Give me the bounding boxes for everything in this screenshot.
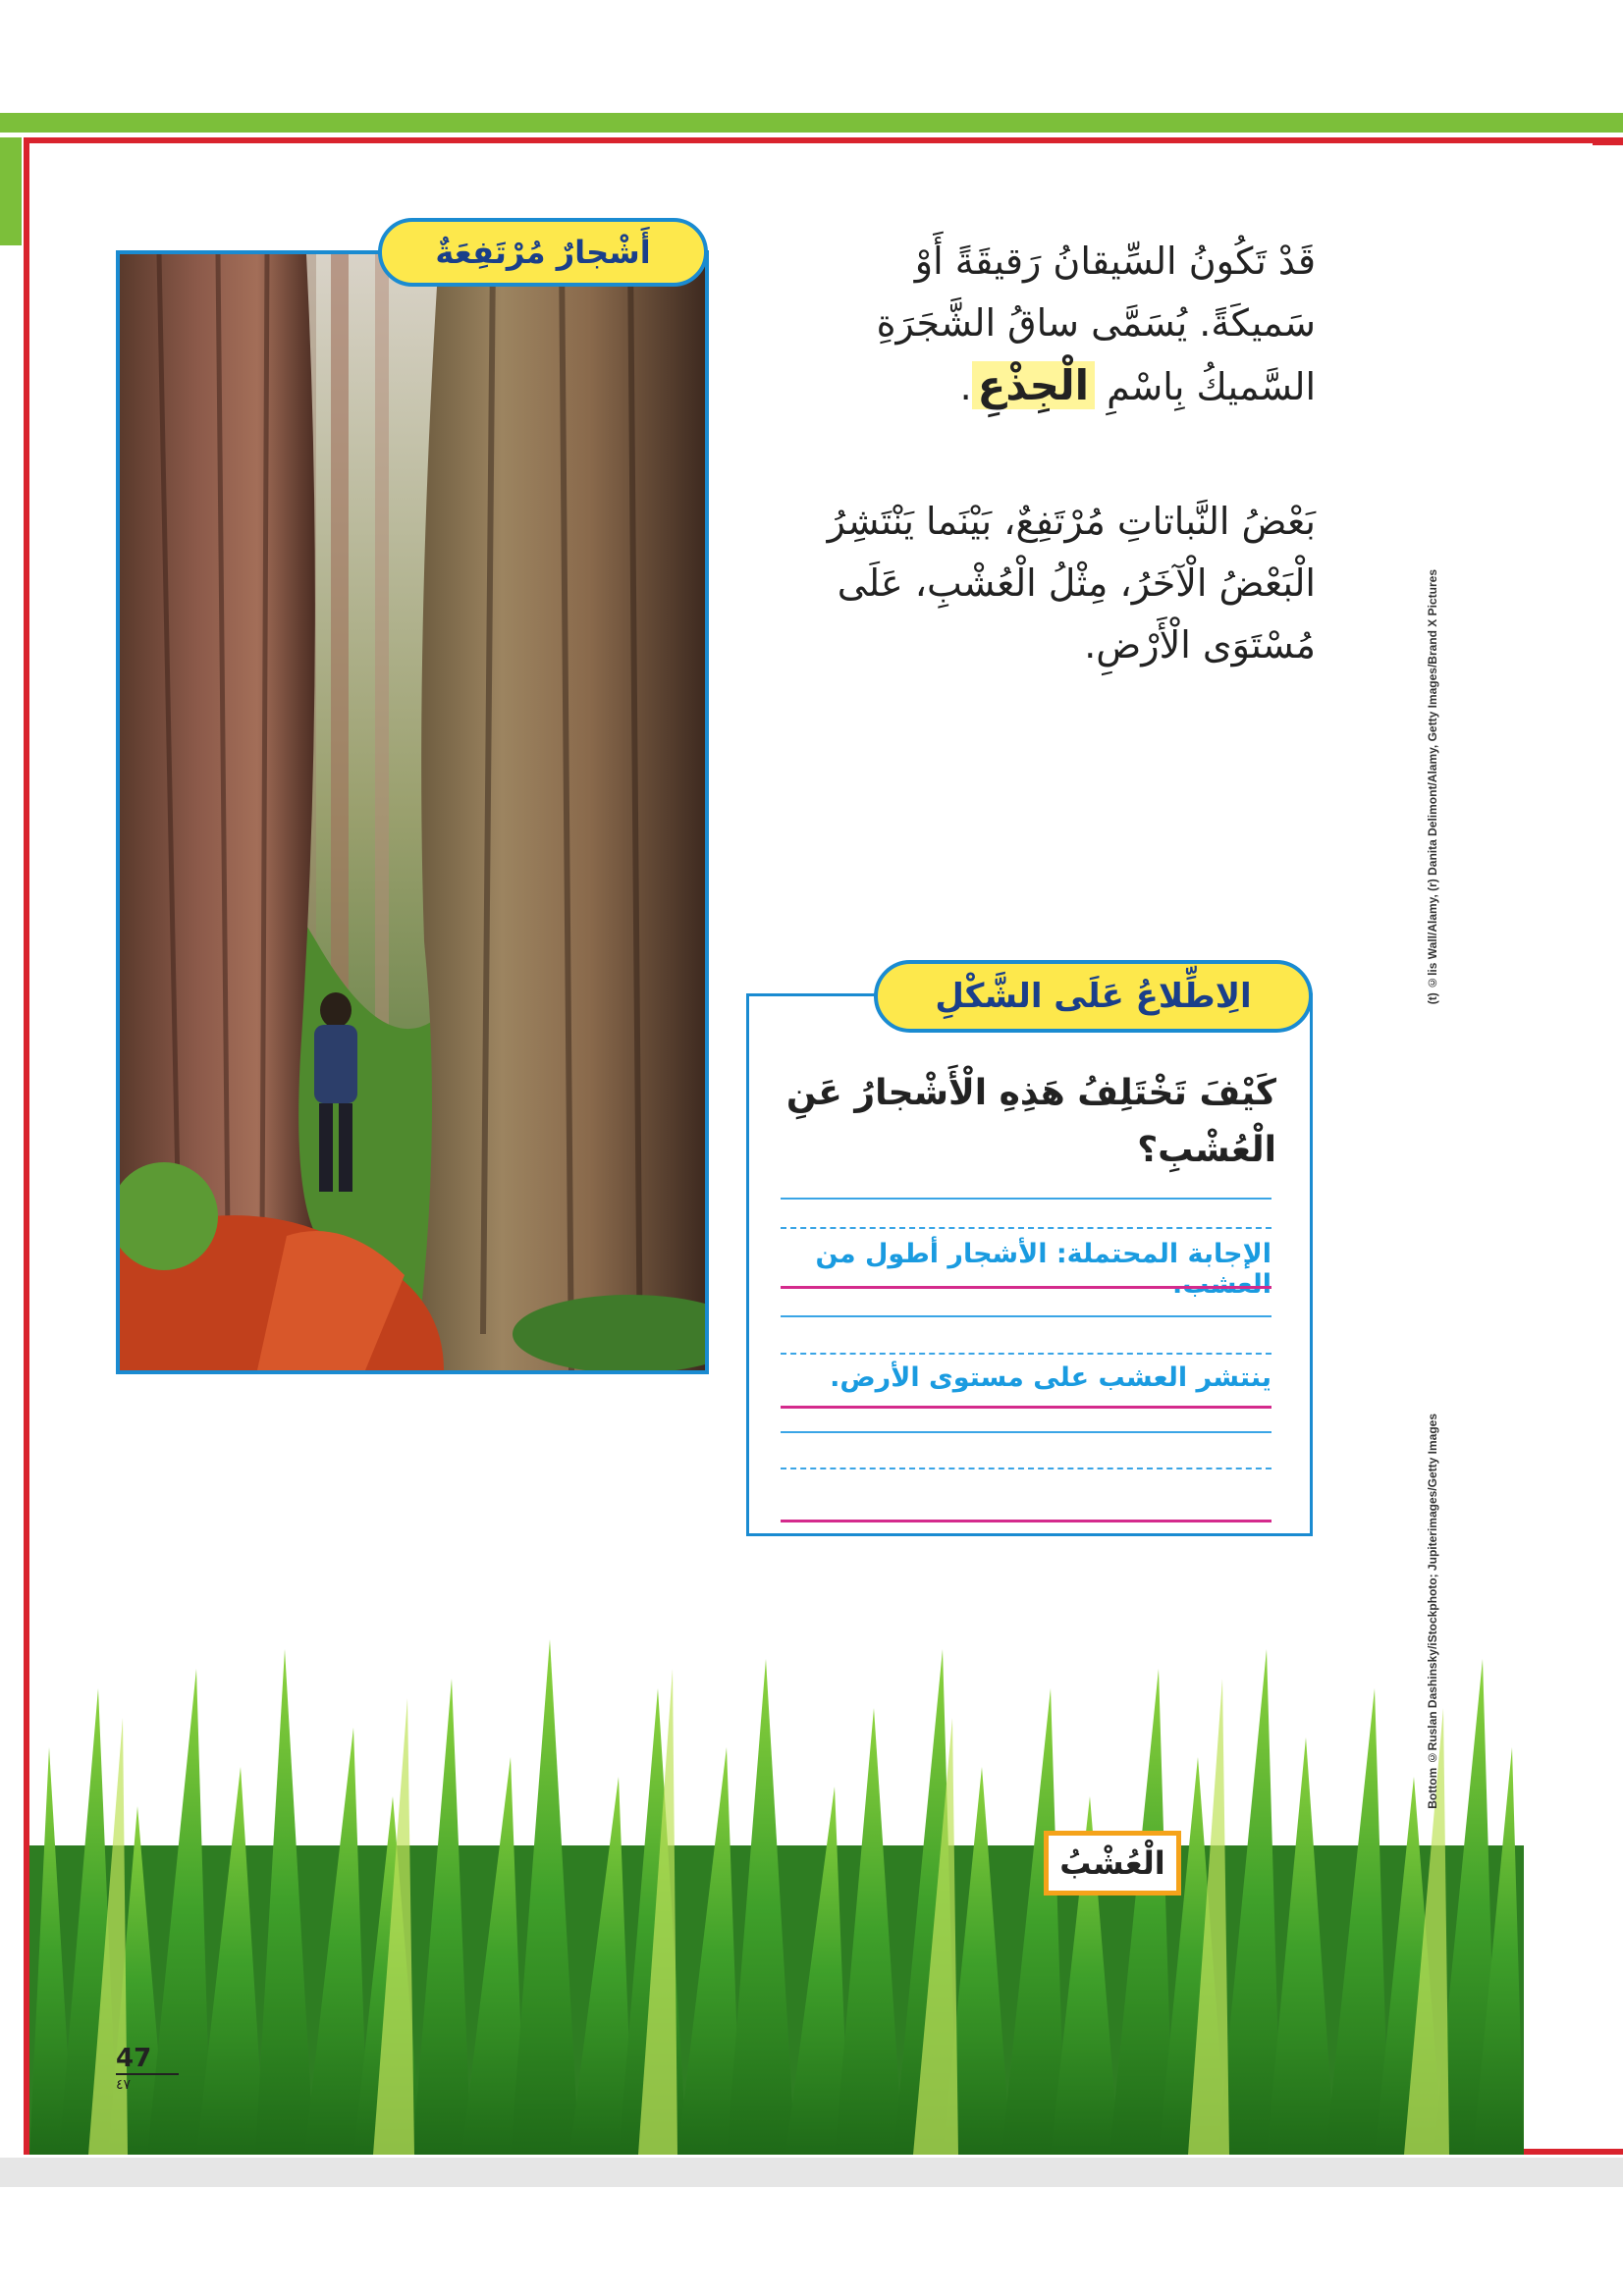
writing-line [781, 1468, 1271, 1469]
photo-title-tall-trees: أَشْجارٌ مُرْتَفِعَةٌ [378, 218, 708, 287]
page-number-arabic: ٤٧ [116, 2077, 132, 2093]
grass-photo [29, 1629, 1524, 2155]
writing-baseline [781, 1520, 1271, 1522]
writing-line [781, 1315, 1271, 1317]
writing-line [781, 1353, 1271, 1355]
page-number-rule [116, 2073, 179, 2075]
photo-credit-vertical-2: Bottom ©Ruslan Dashinsky/iStockphoto; Jupiterimages/Getty Images [1426, 1414, 1439, 1809]
redwood-trees-illustration [120, 254, 705, 1370]
writing-baseline [781, 1286, 1271, 1289]
figure-title: الِاطِّلاعُ عَلَى الشَّكْلِ [874, 960, 1313, 1033]
grass-illustration [29, 1629, 1524, 2155]
page-bottom-edge [0, 2158, 1623, 2187]
page-number: 47 [116, 2044, 152, 2073]
paragraph-trunk-text: قَدْ تَكُونُ السِّيقانُ رَقيقَةً أَوْ سَميكَةً. يُسَمَّى ساقُ الشَّجَرَةِ السَّميكُ بِاسْمِ [876, 240, 1316, 408]
grass-label: الْعُشْبُ [1044, 1831, 1181, 1896]
top-green-band [0, 113, 1623, 133]
photo-credit-vertical-1: (t) ©lis Wall/Alamy, (r) Danita Delimont/Alamy, Getty Images/Brand X Pictures [1426, 569, 1439, 1005]
writing-line [781, 1431, 1271, 1433]
redwood-trees-photo [116, 250, 709, 1374]
figure-question: كَيْفَ تَخْتَلِفُ هَذِهِ الْأَشْجارُ عَنِ الْعُشْبِ؟ [785, 1073, 1276, 1170]
writing-line [781, 1198, 1271, 1200]
writing-line [781, 1227, 1271, 1229]
left-green-tab [0, 137, 22, 245]
keyword-trunk: الْجِذْعِ [972, 361, 1095, 409]
paragraph-trunk-end: . [959, 365, 972, 408]
right-red-tab [1593, 137, 1623, 145]
paragraph-trunk [815, 231, 1316, 418]
answer-line-1: الإجابة المحتملة: الأشجار أطول من العشب. [815, 1239, 1271, 1300]
paragraph-grass: بَعْضُ النَّباتاتِ مُرْتَفِعٌ، بَيْنَما يَنْتَشِرُ الْبَعْضُ الْآخَرُ، مِثْلُ الْعُشْبِ، عَلَى مُسْتَوَى الْأَرْضِ. [827, 500, 1316, 667]
writing-baseline [781, 1406, 1271, 1409]
answer-line-2: ينتشر العشب على مستوى الأرض. [830, 1362, 1271, 1393]
